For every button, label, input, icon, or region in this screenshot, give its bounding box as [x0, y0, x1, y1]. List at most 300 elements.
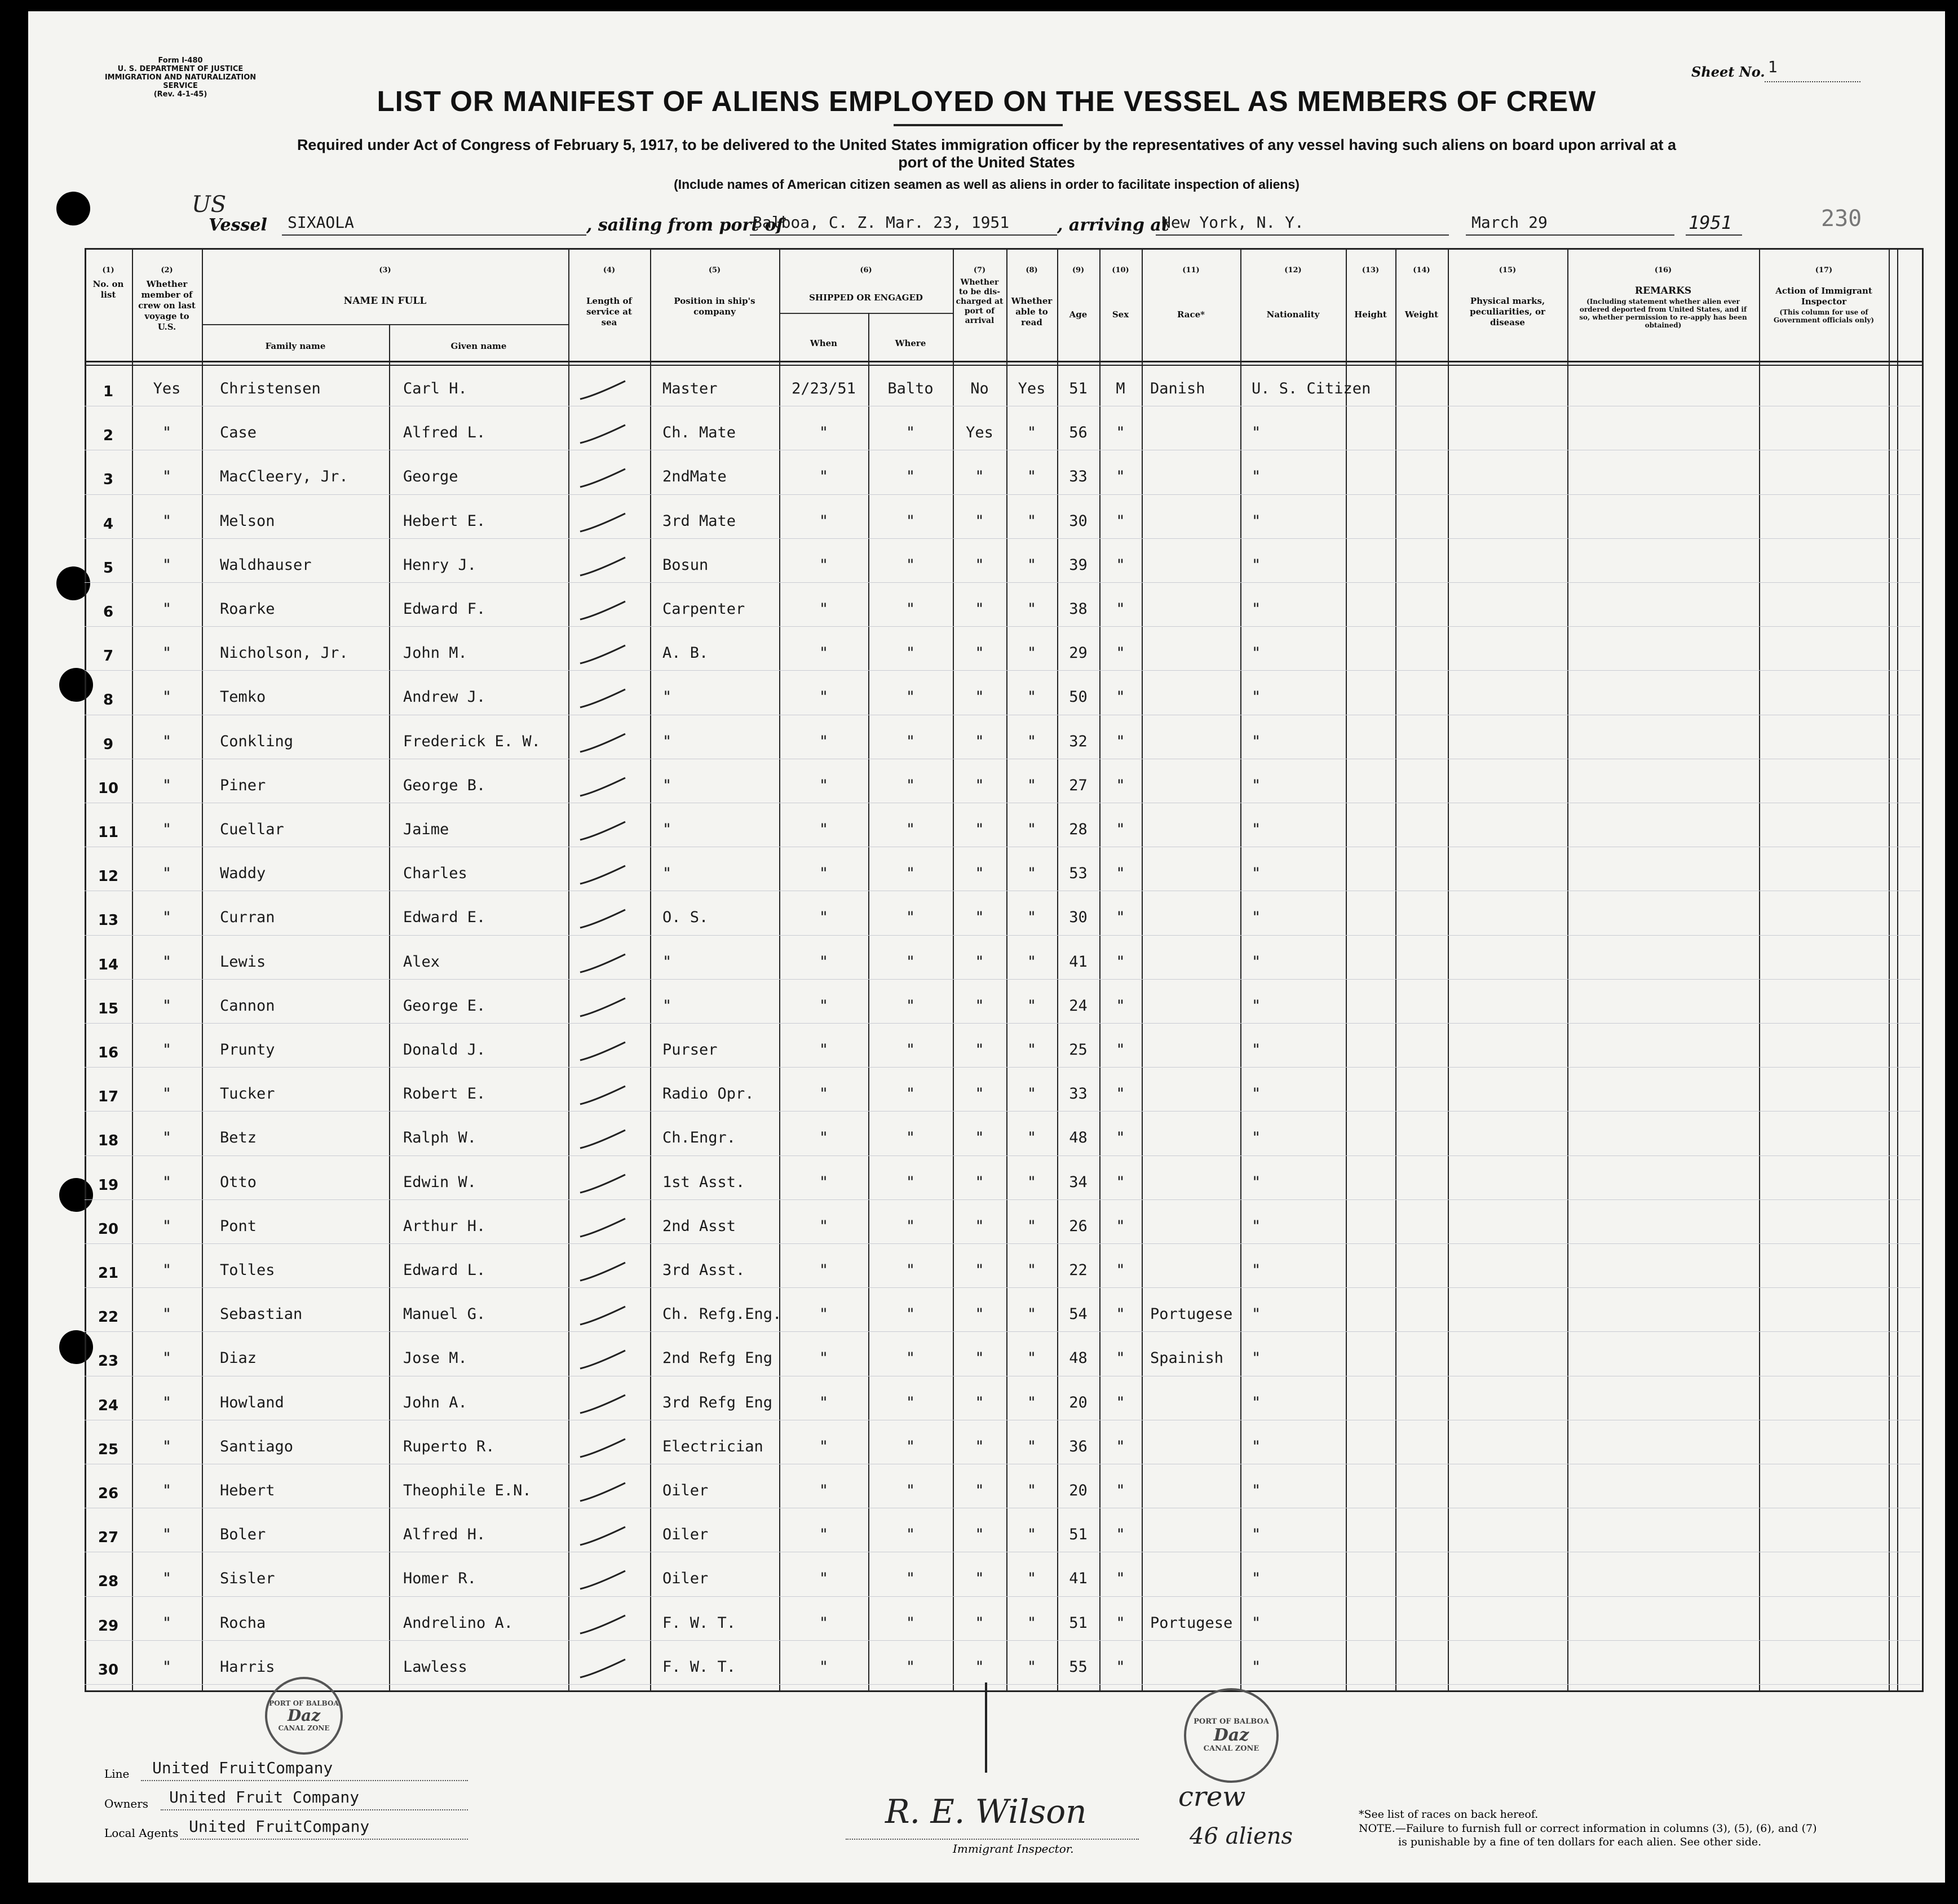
row-number: 25: [98, 1441, 119, 1458]
check-mark-icon: [578, 776, 629, 798]
cell-prev: ": [162, 1570, 172, 1588]
cell-family: Boler: [220, 1526, 266, 1544]
cell-discharge: ": [975, 688, 984, 706]
cell-prev: ": [162, 1261, 172, 1279]
cell-given: George E.: [403, 997, 486, 1015]
cell-where: ": [905, 1437, 916, 1455]
cell-sex: ": [1116, 732, 1125, 750]
cell-family: Tucker: [220, 1085, 275, 1103]
check-mark-icon: [578, 1525, 629, 1547]
cell-sex: ": [1116, 1658, 1125, 1676]
cell-sex: ": [1116, 1614, 1125, 1632]
cell-when: ": [819, 556, 829, 574]
cell-family: Waddy: [220, 865, 266, 883]
cell-discharge: ": [975, 1129, 984, 1147]
cell-where: Balto: [887, 380, 934, 397]
cell-prev: ": [162, 776, 172, 794]
cell-prev: ": [162, 1173, 172, 1191]
cell-when: ": [819, 1041, 829, 1059]
col4-header: (4) Length of service at sea: [586, 266, 632, 327]
cell-sex: ": [1116, 688, 1125, 706]
cell-where: ": [905, 1570, 916, 1588]
cell-discharge: ": [975, 1526, 984, 1544]
cell-race: Portugese: [1150, 1614, 1233, 1632]
cell-position: 1st Asst.: [662, 1173, 745, 1191]
cell-age: 38: [1069, 600, 1088, 618]
cell-age: 56: [1069, 424, 1088, 442]
cell-read: ": [1027, 1570, 1037, 1588]
cell-when: ": [819, 600, 829, 618]
cell-when: ": [819, 1261, 829, 1279]
check-mark-icon: [578, 423, 629, 445]
check-mark-icon: [578, 1128, 629, 1150]
row-number: 30: [98, 1661, 119, 1679]
cell-given: John A.: [403, 1393, 467, 1411]
sailing-label: , sailing from port of: [586, 215, 784, 235]
cell-prev: ": [162, 600, 172, 618]
cell-age: 32: [1069, 732, 1088, 750]
date-underline: [1466, 234, 1674, 236]
cell-position: ": [662, 953, 672, 971]
cell-given: Edward F.: [403, 600, 486, 618]
cell-read: ": [1027, 909, 1037, 927]
col6-header: (6) SHIPPED OR ENGAGED: [809, 266, 923, 303]
cell-nationality: ": [1252, 1261, 1261, 1279]
sheet-number-field: [1691, 57, 1860, 81]
cell-discharge: ": [975, 1658, 984, 1676]
cell-when: ": [819, 1437, 829, 1455]
handwritten-us: US: [192, 192, 227, 218]
cell-discharge: ": [975, 1349, 984, 1367]
cell-sex: ": [1116, 1482, 1125, 1499]
cell-nationality: ": [1252, 1085, 1261, 1103]
cell-nationality: ": [1252, 1041, 1261, 1059]
check-mark-icon: [578, 511, 629, 534]
cell-given: Frederick E. W.: [403, 732, 541, 750]
cell-nationality: ": [1252, 1349, 1261, 1367]
arrival-date: March 29: [1471, 213, 1548, 232]
cell-family: Pont: [220, 1217, 257, 1235]
cell-where: ": [905, 997, 916, 1015]
cell-read: ": [1027, 1085, 1037, 1103]
cell-age: 51: [1069, 1614, 1088, 1632]
row-number: 2: [103, 427, 114, 445]
cell-where: ": [905, 1085, 916, 1103]
cell-read: ": [1027, 1129, 1037, 1147]
cell-discharge: ": [975, 1393, 984, 1411]
cell-discharge: ": [975, 1217, 984, 1235]
cell-prev: ": [162, 865, 172, 883]
cell-sex: ": [1116, 909, 1125, 927]
cell-sex: ": [1116, 997, 1125, 1015]
agents-value: United FruitCompany: [189, 1817, 370, 1836]
cell-read: ": [1027, 1526, 1037, 1544]
cell-nationality: ": [1252, 512, 1261, 530]
cell-position: F. W. T.: [662, 1658, 736, 1676]
cell-sex: ": [1116, 1173, 1125, 1191]
table-row: [85, 454, 1920, 498]
row-number: 4: [103, 515, 114, 533]
cell-where: ": [905, 821, 916, 838]
cell-sex: ": [1116, 1349, 1125, 1367]
cell-where: ": [905, 644, 916, 662]
cell-position: Carpenter: [662, 600, 745, 618]
table-row: [85, 1645, 1920, 1689]
cell-prev: ": [162, 1349, 172, 1367]
check-mark-icon: [578, 996, 629, 1019]
cell-discharge: ": [975, 1041, 984, 1059]
cell-where: ": [905, 1305, 916, 1323]
cell-family: Christensen: [220, 380, 321, 397]
cell-sex: ": [1116, 1261, 1125, 1279]
check-mark-icon: [578, 1304, 629, 1327]
cell-family: Cuellar: [220, 821, 284, 838]
cell-given: Jose M.: [403, 1349, 467, 1367]
cell-where: ": [905, 424, 916, 442]
cell-prev: ": [162, 1482, 172, 1499]
cell-where: ": [905, 909, 916, 927]
cell-when: ": [819, 953, 829, 971]
check-mark-icon: [578, 864, 629, 886]
col6b-header: Where: [895, 338, 926, 348]
cell-position: O. S.: [662, 909, 709, 927]
check-mark-icon: [578, 1084, 629, 1106]
cell-prev: ": [162, 732, 172, 750]
vessel-name: SIXAOLA: [288, 213, 355, 232]
page-stamp-number: 230: [1821, 206, 1862, 232]
cell-read: ": [1027, 776, 1037, 794]
col9-header: (9) Age: [1069, 266, 1088, 320]
port-of-balboa-stamp: PORT OF BALBOA Daz CANAL ZONE: [265, 1677, 343, 1755]
shipped-subheader-rule: [779, 313, 953, 314]
cell-prev: ": [162, 1305, 172, 1323]
check-mark-icon: [578, 643, 629, 666]
cell-family: Harris: [220, 1658, 275, 1676]
sheet-label: Sheet No.: [1691, 64, 1765, 80]
check-mark-icon: [578, 820, 629, 842]
cell-given: Edward L.: [403, 1261, 486, 1279]
row-number: 21: [98, 1265, 119, 1282]
cell-discharge: ": [975, 865, 984, 883]
cell-discharge: ": [975, 600, 984, 618]
cell-sex: ": [1116, 424, 1125, 442]
cell-position: Ch. Refg.Eng.: [662, 1305, 782, 1323]
col1-header: (1) No. on list: [92, 266, 124, 300]
arrival-year: 1951: [1689, 212, 1732, 233]
cell-sex: ": [1116, 1129, 1125, 1147]
cell-prev: ": [162, 1437, 172, 1455]
cell-nationality: ": [1252, 1482, 1261, 1499]
sailing-underline: [750, 234, 1057, 236]
cell-when: ": [819, 1393, 829, 1411]
cell-family: Howland: [220, 1393, 284, 1411]
cell-age: 30: [1069, 909, 1088, 927]
cell-position: Bosun: [662, 556, 709, 574]
cell-where: ": [905, 1041, 916, 1059]
signature-underline: [846, 1839, 1139, 1840]
row-number: 22: [98, 1309, 119, 1326]
cell-where: ": [905, 1482, 916, 1499]
cell-prev: ": [162, 821, 172, 838]
cell-race: Danish: [1150, 380, 1205, 397]
cell-position: 2nd Refg Eng: [662, 1349, 773, 1367]
cell-given: Alfred H.: [403, 1526, 486, 1544]
table-row: [85, 1336, 1920, 1380]
cell-age: 54: [1069, 1305, 1088, 1323]
cell-sex: ": [1116, 1085, 1125, 1103]
row-number: 3: [103, 471, 114, 489]
cell-age: 53: [1069, 865, 1088, 883]
cell-nationality: ": [1252, 1526, 1261, 1544]
row-number: 28: [98, 1573, 119, 1591]
cell-when: ": [819, 1129, 829, 1147]
cell-age: 22: [1069, 1261, 1088, 1279]
cell-given: George B.: [403, 776, 486, 794]
cell-sex: ": [1116, 1570, 1125, 1588]
cell-prev: ": [162, 1614, 172, 1632]
row-number: 13: [98, 912, 119, 929]
cell-discharge: ": [975, 512, 984, 530]
cell-where: ": [905, 556, 916, 574]
cell-sex: ": [1116, 644, 1125, 662]
row-number: 7: [103, 648, 114, 665]
table-row: [85, 1248, 1920, 1292]
check-mark-icon: [578, 1348, 629, 1371]
cell-read: ": [1027, 424, 1037, 442]
row-number: 26: [98, 1485, 119, 1502]
cell-age: 30: [1069, 512, 1088, 530]
cell-position: ": [662, 821, 672, 838]
col3b-header: Given name: [450, 341, 507, 351]
cell-given: Alex: [403, 953, 440, 971]
cell-when: ": [819, 1526, 829, 1544]
cell-age: 50: [1069, 688, 1088, 706]
cell-read: ": [1027, 556, 1037, 574]
cell-read: ": [1027, 732, 1037, 750]
cell-sex: M: [1116, 380, 1125, 397]
cell-age: 55: [1069, 1658, 1088, 1676]
subtitle-line2: port of the United States: [898, 154, 1075, 171]
cell-read: ": [1027, 512, 1037, 530]
cell-where: ": [905, 1393, 916, 1411]
cell-age: 20: [1069, 1393, 1088, 1411]
cell-age: 27: [1069, 776, 1088, 794]
vessel-label: Vessel: [209, 215, 267, 235]
cell-when: ": [819, 1658, 829, 1676]
table-row: [85, 543, 1920, 587]
sailing-from: Balboa, C. Z. Mar. 23, 1951: [753, 213, 1010, 232]
cell-read: ": [1027, 1173, 1037, 1191]
cell-read: ": [1027, 1437, 1037, 1455]
cell-when: ": [819, 1570, 829, 1588]
cell-position: Purser: [662, 1041, 718, 1059]
cell-prev: ": [162, 512, 172, 530]
cell-family: MacCleery, Jr.: [220, 468, 348, 486]
check-mark-icon: [578, 1569, 629, 1591]
col10-header: (10) Sex: [1112, 266, 1129, 320]
cell-read: ": [1027, 997, 1037, 1015]
table-row: [85, 1160, 1920, 1204]
cell-when: ": [819, 1085, 829, 1103]
check-mark-icon: [578, 1216, 629, 1239]
cell-discharge: ": [975, 1570, 984, 1588]
cell-prev: ": [162, 424, 172, 442]
form-department: U. S. DEPARTMENT OF JUSTICE: [117, 65, 244, 73]
cell-when: 2/23/51: [792, 380, 856, 397]
cell-when: ": [819, 1305, 829, 1323]
table-row: [85, 1380, 1920, 1424]
cell-when: ": [819, 688, 829, 706]
row-number: 19: [98, 1176, 119, 1194]
cell-where: ": [905, 1614, 916, 1632]
punch-hole: [56, 192, 90, 225]
cell-nationality: ": [1252, 1614, 1261, 1632]
cell-position: F. W. T.: [662, 1614, 736, 1632]
cell-discharge: ": [975, 1173, 984, 1191]
fine-note: NOTE.—Failure to furnish full or correct information in columns (3), (5), (6), and (7) is punishable by a fine of ten dollars for each alien. See other side.: [1359, 1822, 1817, 1848]
cell-where: ": [905, 1658, 916, 1676]
header-rule-2: [85, 365, 1922, 366]
sheet-underline: [1765, 81, 1860, 82]
cell-when: ": [819, 909, 829, 927]
cell-when: ": [819, 1217, 829, 1235]
cell-where: ": [905, 776, 916, 794]
table-row: [85, 1115, 1920, 1159]
cell-given: Andrew J.: [403, 688, 486, 706]
title-rule: [894, 124, 1063, 126]
cell-discharge: ": [975, 821, 984, 838]
cell-prev: ": [162, 1129, 172, 1147]
cell-where: ": [905, 1526, 916, 1544]
name-subheader-rule: [202, 324, 568, 325]
cell-sex: ": [1116, 1041, 1125, 1059]
cell-when: ": [819, 732, 829, 750]
cell-discharge: ": [975, 644, 984, 662]
cell-where: ": [905, 1261, 916, 1279]
table-row: [85, 631, 1920, 675]
cell-position: Oiler: [662, 1570, 709, 1588]
cell-age: 36: [1069, 1437, 1088, 1455]
cell-where: ": [905, 953, 916, 971]
row-number: 5: [103, 559, 114, 577]
form-number: Form I-480: [158, 56, 203, 65]
cell-prev: ": [162, 1393, 172, 1411]
cell-prev: ": [162, 556, 172, 574]
header-rule: [85, 361, 1922, 362]
cell-age: 28: [1069, 821, 1088, 838]
cell-family: Curran: [220, 909, 275, 927]
cell-age: 51: [1069, 1526, 1088, 1544]
table-row: [85, 763, 1920, 807]
cell-where: ": [905, 1173, 916, 1191]
cell-discharge: ": [975, 997, 984, 1015]
cell-when: ": [819, 1614, 829, 1632]
cell-prev: ": [162, 468, 172, 486]
check-mark-icon: [578, 1393, 629, 1415]
cell-nationality: ": [1252, 556, 1261, 574]
col2-header: (2) Whether member of crew on last voyage to U.S.: [138, 266, 196, 332]
check-mark-icon: [578, 1481, 629, 1503]
cell-prev: ": [162, 1217, 172, 1235]
check-mark-icon: [578, 1437, 629, 1459]
col14-header: (14) Weight: [1404, 266, 1439, 320]
cell-nationality: ": [1252, 732, 1261, 750]
table-row: [85, 851, 1920, 895]
row-number: 23: [98, 1353, 119, 1370]
cell-nationality: ": [1252, 1570, 1261, 1588]
cell-age: 48: [1069, 1129, 1088, 1147]
cell-sex: ": [1116, 953, 1125, 971]
arriving-underline: [1156, 234, 1449, 236]
cell-family: Cannon: [220, 997, 275, 1015]
cell-nationality: U. S. Citizen: [1252, 380, 1371, 397]
cell-given: John M.: [403, 644, 467, 662]
cell-given: Ralph W.: [403, 1129, 477, 1147]
cell-sex: ": [1116, 600, 1125, 618]
cell-nationality: ": [1252, 865, 1261, 883]
cell-age: 24: [1069, 997, 1088, 1015]
col3-header: (3) NAME IN FULL: [343, 266, 427, 307]
cell-age: 33: [1069, 1085, 1088, 1103]
table-row: [85, 1204, 1920, 1248]
port-of-balboa-stamp-2: PORT OF BALBOA Daz CANAL ZONE: [1184, 1688, 1279, 1783]
cell-read: ": [1027, 1393, 1037, 1411]
cell-position: Radio Opr.: [662, 1085, 754, 1103]
cell-family: Nicholson, Jr.: [220, 644, 348, 662]
cell-discharge: ": [975, 1261, 984, 1279]
row-number: 17: [98, 1088, 119, 1106]
cell-nationality: ": [1252, 644, 1261, 662]
cell-given: Carl H.: [403, 380, 467, 397]
cell-when: ": [819, 424, 829, 442]
vessel-underline: [282, 234, 586, 236]
cell-when: ": [819, 644, 829, 662]
row-number: 10: [98, 780, 119, 797]
cell-sex: ": [1116, 1526, 1125, 1544]
cell-read: ": [1027, 953, 1037, 971]
cell-discharge: ": [975, 1085, 984, 1103]
cell-read: ": [1027, 1217, 1037, 1235]
cell-family: Sebastian: [220, 1305, 303, 1323]
col6a-header: When: [810, 338, 838, 348]
cell-discharge: ": [975, 776, 984, 794]
cell-given: Charles: [403, 865, 467, 883]
cell-given: Manuel G.: [403, 1305, 486, 1323]
cell-prev: ": [162, 953, 172, 971]
check-mark-icon: [578, 1613, 629, 1636]
cell-position: A. B.: [662, 644, 709, 662]
owners-label: Owners: [104, 1797, 149, 1810]
cell-read: Yes: [1018, 380, 1046, 397]
cell-sex: ": [1116, 556, 1125, 574]
cell-discharge: ": [975, 732, 984, 750]
cell-position: ": [662, 865, 672, 883]
cell-read: ": [1027, 1658, 1037, 1676]
cell-position: Oiler: [662, 1482, 709, 1499]
cell-read: ": [1027, 644, 1037, 662]
cell-age: 29: [1069, 644, 1088, 662]
cell-discharge: ": [975, 909, 984, 927]
table-row: [85, 1601, 1920, 1645]
cell-family: Waldhauser: [220, 556, 312, 574]
cell-position: Ch. Mate: [662, 424, 736, 442]
cell-when: ": [819, 1482, 829, 1499]
cell-sex: ": [1116, 821, 1125, 838]
cell-family: Lewis: [220, 953, 266, 971]
crew-note: crew: [1178, 1781, 1246, 1813]
cell-given: Robert E.: [403, 1085, 486, 1103]
row-number: 24: [98, 1397, 119, 1414]
